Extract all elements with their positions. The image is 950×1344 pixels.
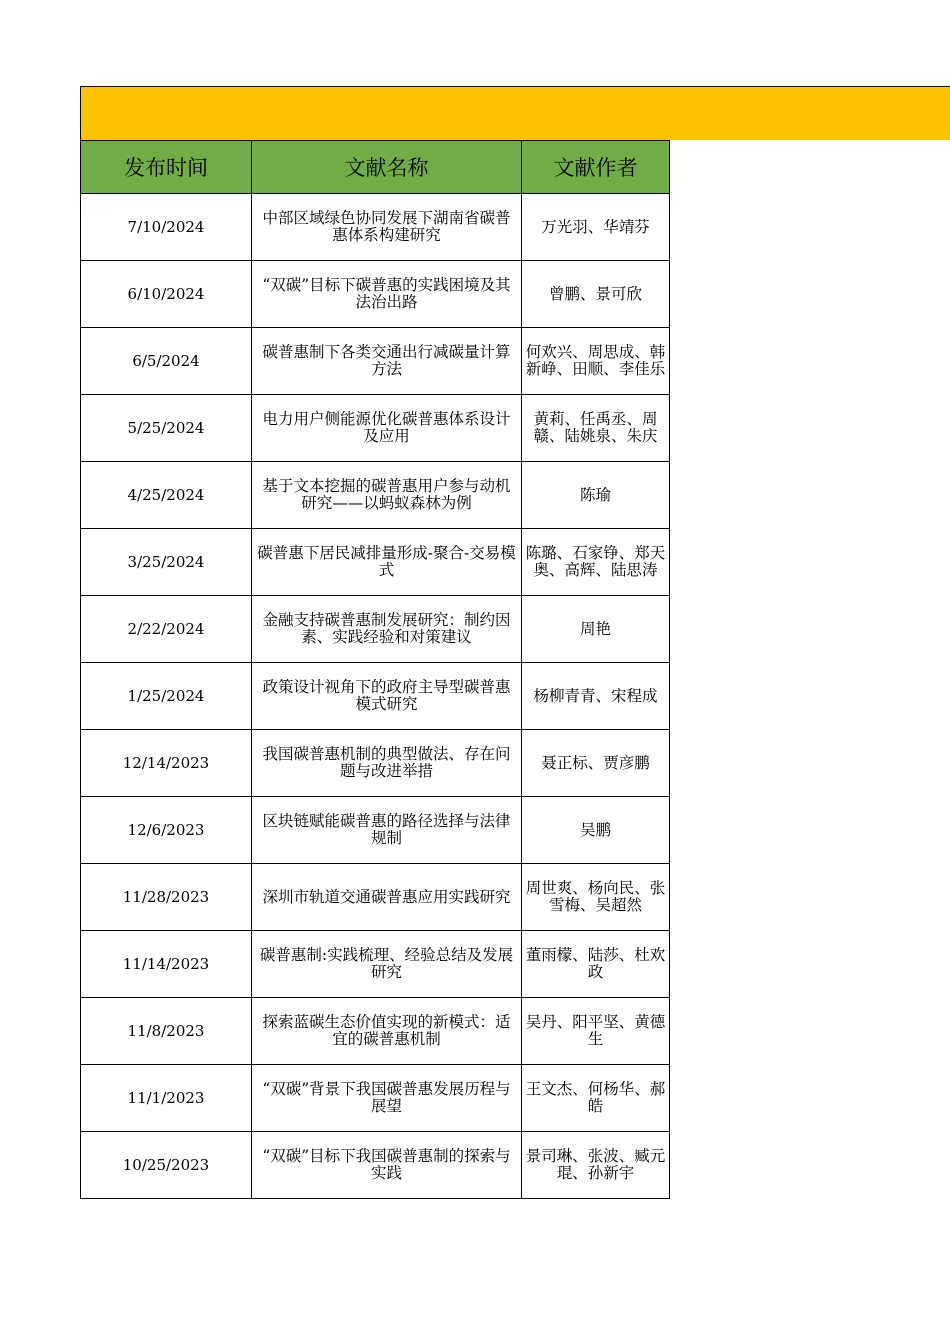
table-row xyxy=(81,194,670,261)
table-row xyxy=(81,998,670,1065)
title-cell: 碳普惠制:实践梳理、经验总结及发展研究 xyxy=(252,931,522,998)
header-title: 文献名称 xyxy=(252,141,522,194)
table-row xyxy=(81,1132,670,1199)
table-row xyxy=(81,730,670,797)
date-cell: 5/25/2024 xyxy=(81,395,252,462)
title-cell: 深圳市轨道交通碳普惠应用实践研究 xyxy=(252,864,522,931)
date-cell: 10/25/2023 xyxy=(81,1132,252,1199)
title-cell: 基于文本挖掘的碳普惠用户参与动机研究——以蚂蚁森林为例 xyxy=(252,462,522,529)
date-cell: 11/14/2023 xyxy=(81,931,252,998)
date-cell: 3/25/2024 xyxy=(81,529,252,596)
authors-cell: 黄莉、任禹丞、周赣、陆姚泉、朱庆 xyxy=(522,395,670,462)
title-cell: 探索蓝碳生态价值实现的新模式：适宜的碳普惠机制 xyxy=(252,998,522,1065)
authors-cell: 周世爽、杨向民、张雪梅、吴超然 xyxy=(522,864,670,931)
table-row xyxy=(81,797,670,864)
date-cell: 4/25/2024 xyxy=(81,462,252,529)
date-cell: 6/5/2024 xyxy=(81,328,252,395)
authors-cell: 聂正标、贾彦鹏 xyxy=(522,730,670,797)
authors-cell: 曾鹏、景可欣 xyxy=(522,261,670,328)
authors-cell: 何欢兴、周思成、韩新峥、田顺、李佳乐 xyxy=(522,328,670,395)
title-cell: 金融支持碳普惠制发展研究：制约因素、实践经验和对策建议 xyxy=(252,596,522,663)
authors-cell: 杨柳青青、宋程成 xyxy=(522,663,670,730)
header-date: 发布时间 xyxy=(81,141,252,194)
date-cell: 1/25/2024 xyxy=(81,663,252,730)
date-cell: 2/22/2024 xyxy=(81,596,252,663)
date-cell: 11/8/2023 xyxy=(81,998,252,1065)
title-cell: 我国碳普惠机制的典型做法、存在问题与改进举措 xyxy=(252,730,522,797)
table-row xyxy=(81,395,670,462)
date-cell: 6/10/2024 xyxy=(81,261,252,328)
table-row xyxy=(81,864,670,931)
literature-table xyxy=(80,140,670,1199)
title-cell: 中部区域绿色协同发展下湖南省碳普惠体系构建研究 xyxy=(252,194,522,261)
title-bar xyxy=(80,86,950,140)
table-row xyxy=(81,462,670,529)
title-cell: “双碳”背景下我国碳普惠发展历程与展望 xyxy=(252,1065,522,1132)
authors-cell: 吴丹、阳平坚、黄德生 xyxy=(522,998,670,1065)
title-cell: 区块链赋能碳普惠的路径选择与法律规制 xyxy=(252,797,522,864)
authors-cell: 董雨檬、陆莎、杜欢政 xyxy=(522,931,670,998)
table-row xyxy=(81,261,670,328)
date-cell: 12/14/2023 xyxy=(81,730,252,797)
date-cell: 11/28/2023 xyxy=(81,864,252,931)
title-cell: “双碳”目标下我国碳普惠制的探索与实践 xyxy=(252,1132,522,1199)
date-cell: 7/10/2024 xyxy=(81,194,252,261)
table-row xyxy=(81,328,670,395)
title-cell: 碳普惠制下各类交通出行减碳量计算方法 xyxy=(252,328,522,395)
header-row xyxy=(81,141,670,194)
title-cell: 政策设计视角下的政府主导型碳普惠模式研究 xyxy=(252,663,522,730)
title-cell: 电力用户侧能源优化碳普惠体系设计及应用 xyxy=(252,395,522,462)
authors-cell: 陈璐、石家铮、郑天奥、高辉、陆思涛 xyxy=(522,529,670,596)
authors-cell: 景司琳、张波、臧元琨、孙新宇 xyxy=(522,1132,670,1199)
table-row xyxy=(81,529,670,596)
header-authors: 文献作者 xyxy=(522,141,670,194)
authors-cell: 吴鹏 xyxy=(522,797,670,864)
authors-cell: 陈瑜 xyxy=(522,462,670,529)
date-cell: 12/6/2023 xyxy=(81,797,252,864)
authors-cell: 王文杰、何杨华、郝皓 xyxy=(522,1065,670,1132)
table-row xyxy=(81,663,670,730)
date-cell: 11/1/2023 xyxy=(81,1065,252,1132)
table-row xyxy=(81,1065,670,1132)
table-row xyxy=(81,931,670,998)
authors-cell: 万光羽、华靖芬 xyxy=(522,194,670,261)
title-cell: “双碳”目标下碳普惠的实践困境及其法治出路 xyxy=(252,261,522,328)
title-cell: 碳普惠下居民减排量形成-聚合-交易模式 xyxy=(252,529,522,596)
table-row xyxy=(81,596,670,663)
authors-cell: 周艳 xyxy=(522,596,670,663)
